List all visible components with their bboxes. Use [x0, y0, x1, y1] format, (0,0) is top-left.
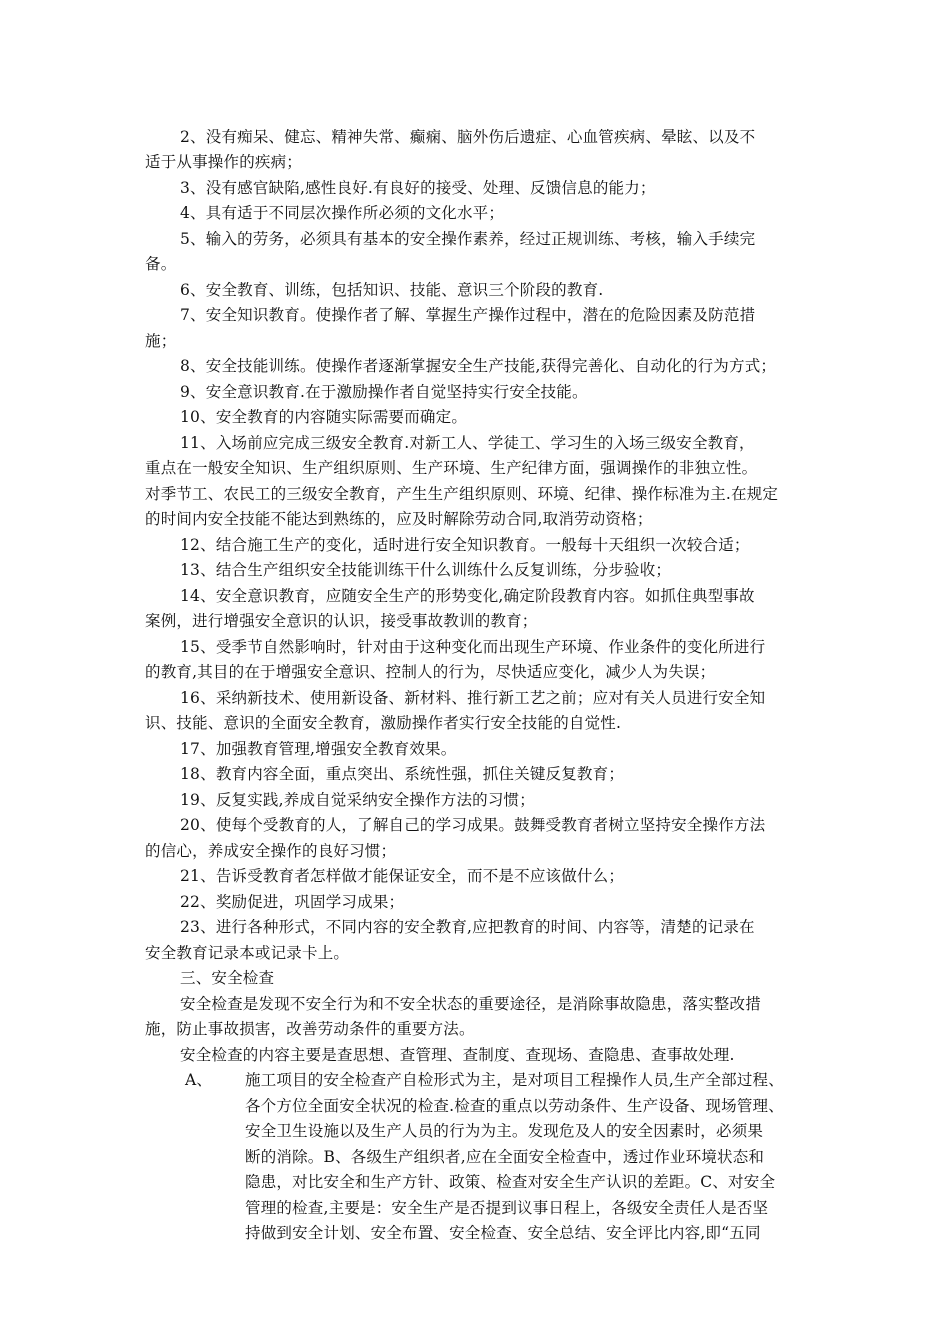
section-heading: 三、安全检查	[180, 969, 275, 987]
text-line: 12、结合施工生产的变化，适时进行安全知识教育。一般每十天组织一次较合适；	[180, 536, 750, 554]
text-line: 安全检查的内容主要是查思想、查管理、查制度、查现场、查隐患、查事故处理.	[180, 1046, 735, 1064]
text-line: 22、奖励促进，巩固学习成果；	[180, 893, 405, 911]
text-line: 17、加强教育管理,增强安全教育效果。	[180, 740, 457, 758]
text-line: 16、采纳新技术、使用新设备、新材料、推行新工艺之前；应对有关人员进行安全知	[180, 689, 766, 707]
text-line: 断的消除。B、各级生产组织者,应在全面安全检查中，透过作业环境状态和	[245, 1148, 765, 1166]
text-line: 案例，进行增强安全意识的认识，接受事故教训的教育；	[145, 612, 538, 630]
text-line: 重点在一般安全知识、生产组织原则、生产环境、生产纪律方面，强调操作的非独立性。	[145, 459, 758, 477]
text-line: 各个方位全面安全状况的检查.检查的重点以劳动条件、生产设备、现场管理、	[245, 1097, 784, 1115]
text-line: 对季节工、农民工的三级安全教育，产生生产组织原则、环境、纪律、操作标准为主.在规定	[145, 485, 779, 503]
text-line: 安全检查是发现不安全行为和不安全状态的重要途径，是消除事故隐患，落实整改措	[180, 995, 761, 1013]
text-line: 10、安全教育的内容随实际需要而确定。	[180, 408, 468, 426]
text-line: 14、安全意识教育，应随安全生产的形势变化,确定阶段教育内容。如抓住典型事故	[180, 587, 755, 605]
text-line: 安全卫生设施以及生产人员的行为为主。发现危及人的安全因素时，必须果	[245, 1122, 764, 1140]
text-line: 7、安全知识教育。使操作者了解、掌握生产操作过程中，潜在的危险因素及防范措	[180, 306, 756, 324]
text-line: 23、进行各种形式，不同内容的安全教育,应把教育的时间、内容等，清楚的记录在	[180, 918, 755, 936]
text-line: 的教育,其目的在于增强安全意识、控制人的行为，尽快适应变化，减少人为失误；	[145, 663, 716, 681]
text-line: 持做到安全计划、安全布置、安全检查、安全总结、安全评比内容,即“五同	[245, 1224, 761, 1242]
text-line: 适于从事操作的疾病；	[145, 153, 303, 171]
text-line: 15、受季节自然影响时，针对由于这种变化而出现生产环境、作业条件的变化所进行	[180, 638, 766, 656]
text-line: 4、具有适于不同层次操作所必须的文化水平；	[180, 204, 505, 222]
text-line: 的时间内安全技能不能达到熟练的，应及时解除劳动合同,取消劳动资格；	[145, 510, 653, 528]
text-line: 施工项目的安全检查产自检形式为主，是对项目工程操作人员,生产全部过程、	[245, 1071, 784, 1089]
text-line: 11、入场前应完成三级安全教育.对新工人、学徒工、学习生的入场三级安全教育，	[180, 434, 755, 452]
text-line: 5、输入的劳务，必须具有基本的安全操作素养，经过正规训练、考核，输入手续完	[180, 230, 756, 248]
text-line: 13、结合生产组织安全技能训练干什么训练什么反复训练，分步验收；	[180, 561, 672, 579]
text-line: 的信心，养成安全操作的良好习惯；	[145, 842, 397, 860]
text-line: 3、没有感官缺陷,感性良好.有良好的接受、处理、反馈信息的能力；	[180, 179, 656, 197]
text-line: 施，防止事故损害，改善劳动条件的重要方法。	[145, 1020, 475, 1038]
text-line: 21、告诉受教育者怎样做才能保证安全，而不是不应该做什么；	[180, 867, 625, 885]
text-line: 管理的检查,主要是：安全生产是否提到议事日程上，各级安全责任人是否坚	[245, 1199, 769, 1217]
text-line: 施；	[145, 332, 177, 350]
list-marker: A、	[185, 1071, 213, 1089]
text-line: 18、教育内容全面，重点突出、系统性强，抓住关键反复教育；	[180, 765, 625, 783]
text-line: 6、安全教育、训练，包括知识、技能、意识三个阶段的教育.	[180, 281, 604, 299]
text-line: 20、使每个受教育的人，了解自己的学习成果。鼓舞受教育者树立坚持安全操作方法	[180, 816, 766, 834]
text-line: 安全教育记录本或记录卡上。	[145, 944, 350, 962]
text-line: 隐患，对比安全和生产方针、政策、检查对安全生产认识的差距。C、对安全	[245, 1173, 776, 1191]
text-line: 2、没有痴呆、健忘、精神失常、癫痫、脑外伤后遗症、心血管疾病、晕眩、以及不	[180, 128, 756, 146]
text-line: 9、安全意识教育.在于激励操作者自觉坚持实行安全技能。	[180, 383, 588, 401]
text-line: 8、安全技能训练。使操作者逐渐掌握安全生产技能,获得完善化、自动化的行为方式；	[180, 357, 777, 375]
text-line: 备。	[145, 255, 177, 273]
text-line: 识、技能、意识的全面安全教育，激励操作者实行安全技能的自觉性.	[145, 714, 622, 732]
text-line: 19、反复实践,养成自觉采纳安全操作方法的习惯；	[180, 791, 535, 809]
